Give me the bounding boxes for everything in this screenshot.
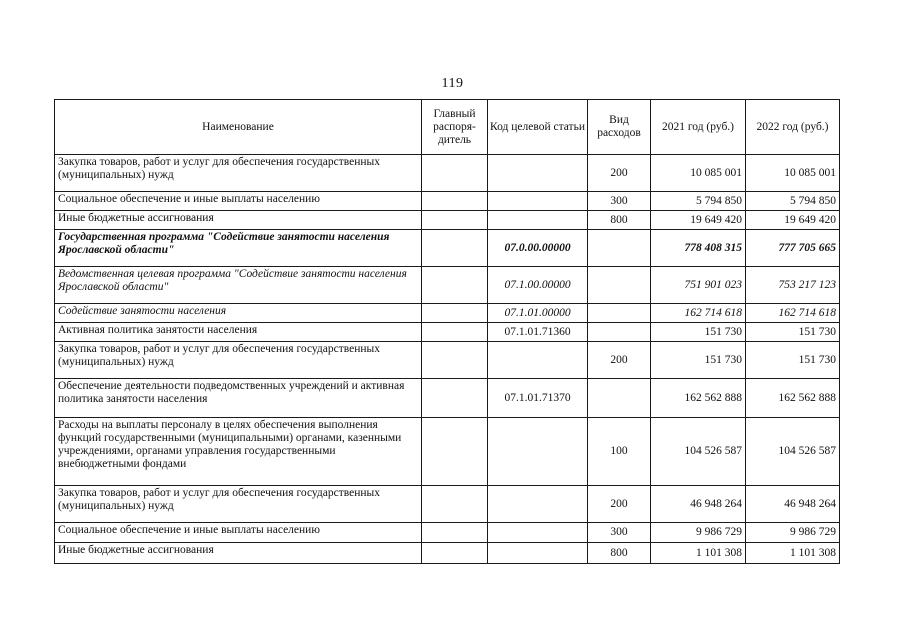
row-name: Иные бюджетные ассигнования: [55, 211, 422, 230]
row-name: Государственная программа "Содействие занятости населения Ярославской области": [55, 230, 422, 267]
row-expense-type: 200: [588, 486, 651, 523]
row-name: Иные бюджетные ассигнования: [55, 543, 422, 564]
budget-table: [54, 99, 840, 564]
table-row: [55, 230, 840, 267]
row-amount-2022: 753 217 123: [746, 267, 840, 304]
row-target-code: 07.1.01.71370: [488, 379, 588, 418]
table-row: [55, 543, 840, 564]
row-expense-type: [588, 230, 651, 267]
row-expense-type: [588, 304, 651, 323]
row-name: Закупка товаров, работ и услуг для обеспечения государственных (муниципальных) нужд: [55, 342, 422, 379]
row-expense-type: 300: [588, 192, 651, 211]
header-expense-type: Вид расходов: [588, 100, 651, 155]
row-name: Социальное обеспечение и иные выплаты населению: [55, 192, 422, 211]
table-row: [55, 211, 840, 230]
row-target-code: [488, 211, 588, 230]
row-amount-2022: 162 714 618: [746, 304, 840, 323]
row-amount-2022: 777 705 665: [746, 230, 840, 267]
row-expense-type: 300: [588, 523, 651, 543]
header-chief-administrator: Главный распоря-дитель: [422, 100, 488, 155]
row-name: Расходы на выплаты персоналу в целях обеспечения выполнения функций государственными (муниципальными) органами, казенными учреждениями, органами управления государственными внебюджетными фондами: [55, 418, 422, 486]
header-year-2022: 2022 год (руб.): [746, 100, 840, 155]
row-amount-2022: 162 562 888: [746, 379, 840, 418]
page-number: 119: [441, 76, 464, 91]
row-name: Активная политика занятости населения: [55, 323, 422, 342]
row-target-code: 07.1.01.71360: [488, 323, 588, 342]
row-amount-2021: 162 714 618: [651, 304, 746, 323]
row-amount-2021: 46 948 264: [651, 486, 746, 523]
row-target-code: [488, 342, 588, 379]
row-chief-administrator: [422, 323, 488, 342]
row-target-code: [488, 155, 588, 192]
header-row: [55, 100, 840, 155]
row-amount-2021: 10 085 001: [651, 155, 746, 192]
row-name: Обеспечение деятельности подведомственных учреждений и активная политика занятости населения: [55, 379, 422, 418]
row-expense-type: [588, 379, 651, 418]
row-target-code: [488, 192, 588, 211]
row-expense-type: 200: [588, 155, 651, 192]
row-target-code: 07.0.00.00000: [488, 230, 588, 267]
row-amount-2021: 778 408 315: [651, 230, 746, 267]
row-target-code: [488, 543, 588, 564]
row-expense-type: [588, 267, 651, 304]
row-amount-2021: 1 101 308: [651, 543, 746, 564]
table-header: [55, 100, 840, 155]
row-chief-administrator: [422, 192, 488, 211]
row-amount-2021: 751 901 023: [651, 267, 746, 304]
row-amount-2021: 5 794 850: [651, 192, 746, 211]
row-name: Социальное обеспечение и иные выплаты населению: [55, 523, 422, 543]
row-amount-2021: 19 649 420: [651, 211, 746, 230]
table-row: [55, 379, 840, 418]
row-target-code: [488, 523, 588, 543]
row-amount-2022: 104 526 587: [746, 418, 840, 486]
row-expense-type: [588, 323, 651, 342]
row-name: Ведомственная целевая программа "Содействие занятости населения Ярославской области": [55, 267, 422, 304]
row-amount-2022: 151 730: [746, 342, 840, 379]
row-expense-type: 200: [588, 342, 651, 379]
row-amount-2022: 10 085 001: [746, 155, 840, 192]
row-amount-2022: 151 730: [746, 323, 840, 342]
row-amount-2022: 5 794 850: [746, 192, 840, 211]
row-amount-2022: 46 948 264: [746, 486, 840, 523]
table-row: [55, 486, 840, 523]
row-target-code: [488, 418, 588, 486]
table-row: [55, 418, 840, 486]
row-amount-2022: 1 101 308: [746, 543, 840, 564]
row-chief-administrator: [422, 379, 488, 418]
row-chief-administrator: [422, 304, 488, 323]
row-expense-type: 800: [588, 543, 651, 564]
row-amount-2021: 9 986 729: [651, 523, 746, 543]
row-chief-administrator: [422, 543, 488, 564]
row-amount-2021: 151 730: [651, 323, 746, 342]
row-name: Закупка товаров, работ и услуг для обеспечения государственных (муниципальных) нужд: [55, 155, 422, 192]
row-chief-administrator: [422, 230, 488, 267]
row-chief-administrator: [422, 267, 488, 304]
row-name: Содействие занятости населения: [55, 304, 422, 323]
row-target-code: 07.1.00.00000: [488, 267, 588, 304]
row-name: Закупка товаров, работ и услуг для обеспечения государственных (муниципальных) нужд: [55, 486, 422, 523]
row-expense-type: 800: [588, 211, 651, 230]
table-row: [55, 192, 840, 211]
table-row: [55, 323, 840, 342]
row-chief-administrator: [422, 418, 488, 486]
table-row: [55, 267, 840, 304]
row-amount-2021: 151 730: [651, 342, 746, 379]
table-row: [55, 342, 840, 379]
row-chief-administrator: [422, 211, 488, 230]
row-amount-2021: 104 526 587: [651, 418, 746, 486]
table-row: [55, 304, 840, 323]
row-amount-2022: 9 986 729: [746, 523, 840, 543]
row-chief-administrator: [422, 486, 488, 523]
row-chief-administrator: [422, 342, 488, 379]
row-chief-administrator: [422, 523, 488, 543]
row-target-code: [488, 486, 588, 523]
table-row: [55, 523, 840, 543]
row-amount-2021: 162 562 888: [651, 379, 746, 418]
header-name: Наименование: [55, 100, 422, 155]
table-row: [55, 155, 840, 192]
row-chief-administrator: [422, 155, 488, 192]
table-body: [55, 155, 840, 564]
row-expense-type: 100: [588, 418, 651, 486]
row-target-code: 07.1.01.00000: [488, 304, 588, 323]
header-target-code: Код целевой статьи: [488, 100, 588, 155]
row-amount-2022: 19 649 420: [746, 211, 840, 230]
header-year-2021: 2021 год (руб.): [651, 100, 746, 155]
